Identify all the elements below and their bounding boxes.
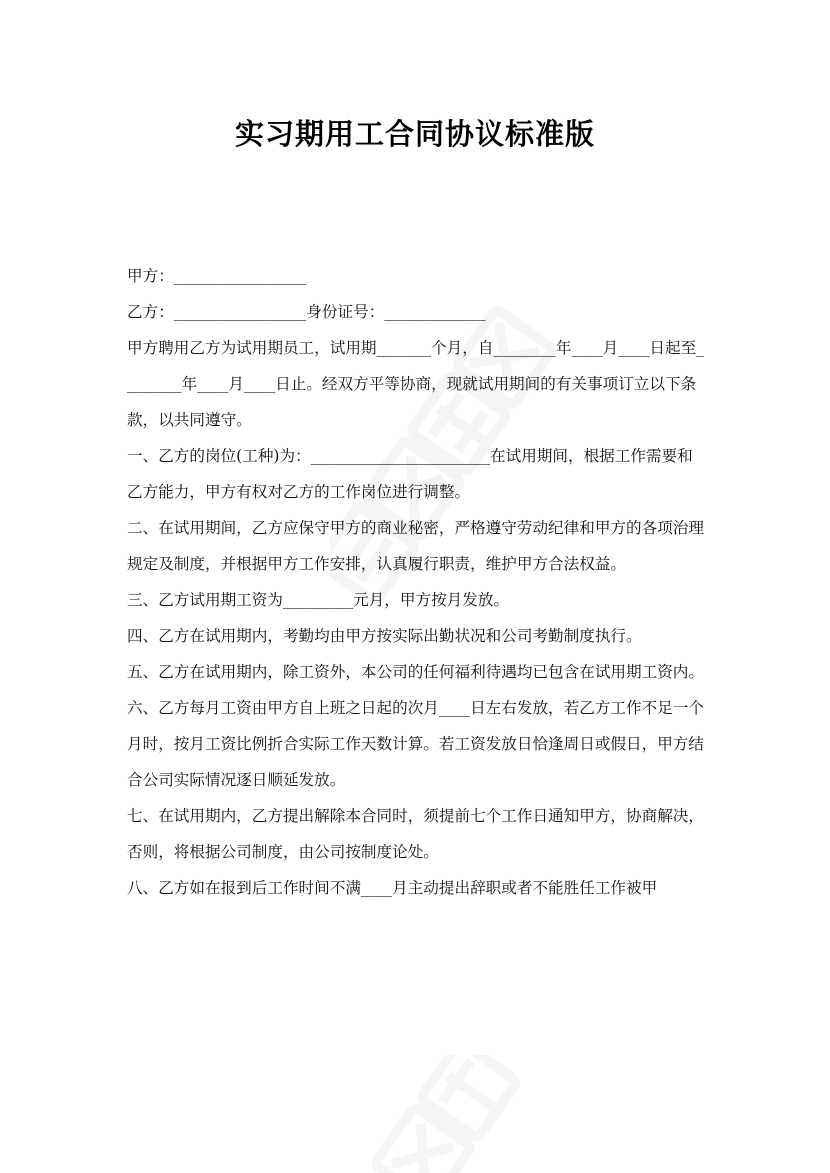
clause-6: 六、乙方每月工资由甲方自上班之日起的次月____日左右发放，若乙方工作不足一个月时，按月工资比例折合实际工作天数计算。若工资发放日恰逢周日或假日，甲方结合公司实际情况逐日顺延发放。 bbox=[127, 699, 704, 789]
clause-1: 一、乙方的岗位(工种)为：_______________________在试用期间，根据工作需要和乙方能力，甲方有权对乙方的工作岗位进行调整。 bbox=[127, 447, 693, 501]
intro-paragraph: 甲方聘用乙方为试用期员工，试用期_______个月，自________年____月____日起至________年____月____日止。经双方平等协商，现就试用期间的有关事项订立以下条款，以共同遵守。 bbox=[127, 339, 704, 429]
party-a-line: 甲方：_________________ bbox=[127, 267, 307, 285]
clause-8: 八、乙方如在报到后工作时间不满____月主动提出辞职或者不能胜任工作被甲 bbox=[127, 879, 658, 897]
document-title: 实习期用工合同协议标准版 bbox=[234, 117, 595, 151]
watermark-graphic-bottom bbox=[345, 1055, 585, 1173]
clause-3: 三、乙方试用期工资为_________元月，甲方按月发放。 bbox=[127, 591, 510, 609]
document-body bbox=[127, 258, 707, 906]
party-b-line: 乙方：_________________身份证号：_____________ bbox=[127, 303, 486, 321]
clause-5: 五、乙方在试用期内，除工资外，本公司的任何福利待遇均已包含在试用期工资内。 bbox=[127, 663, 704, 681]
clause-7: 七、在试用期内，乙方提出解除本合同时，须提前七个工作日通知甲方，协商解决，否则，将根据公司制度，由公司按制度论处。 bbox=[127, 807, 704, 861]
clause-2: 二、在试用期间，乙方应保守甲方的商业秘密，严格遵守劳动纪律和甲方的各项治理规定及制度，并根据甲方工作安排，认真履行职责，维护甲方合法权益。 bbox=[127, 519, 704, 573]
clause-4: 四、乙方在试用期内，考勤均由甲方按实际出勤状况和公司考勤制度执行。 bbox=[127, 627, 642, 645]
